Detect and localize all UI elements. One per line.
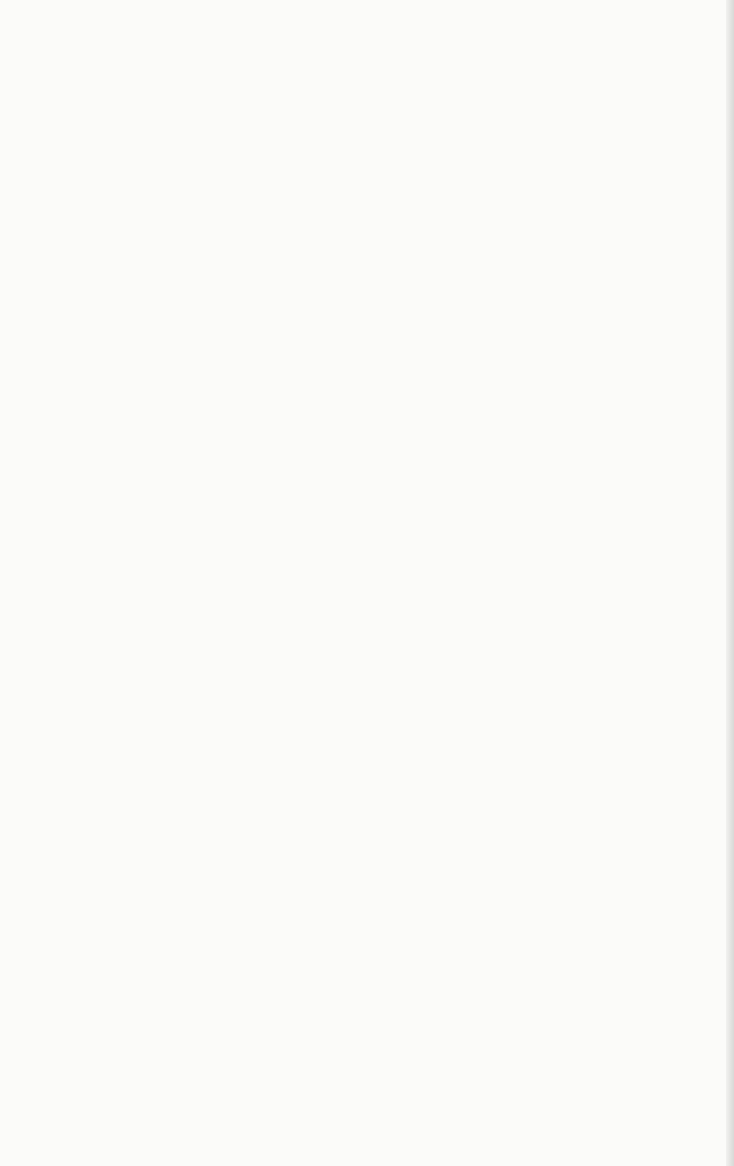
text-line: [82, 1027, 377, 1049]
text-line: [82, 308, 377, 330]
sources-block-line: [420, 164, 715, 183]
text-line: [82, 62, 377, 84]
text-line: [82, 602, 377, 624]
text-line: [82, 560, 377, 582]
text-line: [82, 964, 377, 986]
text-line: [420, 71, 715, 93]
spacer: [420, 246, 715, 268]
text-line: [82, 943, 377, 965]
text-line: [82, 476, 377, 498]
text-line: [82, 581, 377, 603]
sources-block-line: [420, 145, 715, 164]
text-line: [82, 371, 377, 393]
text-line: [82, 1006, 377, 1028]
sources-block-line: [420, 126, 715, 145]
author-signature: [82, 233, 377, 255]
text-line: [82, 413, 377, 435]
sources-block-line: [420, 202, 715, 221]
text-line: [82, 665, 377, 687]
text-line: [82, 104, 377, 126]
text-line: [82, 880, 377, 902]
text-line: [82, 539, 377, 561]
text-line: [82, 329, 377, 351]
text-line: [82, 686, 377, 708]
text-line: [82, 83, 377, 105]
text-line: [82, 434, 377, 456]
text-line: [82, 623, 377, 645]
text-line: [82, 833, 377, 855]
sources-block-line: [82, 161, 377, 180]
entry-title: [82, 287, 377, 309]
text-line: [82, 749, 377, 771]
page-edge-shadow: [726, 0, 734, 1166]
text-line: [82, 812, 377, 834]
text-line: [82, 770, 377, 792]
text-line: [82, 41, 377, 63]
text-line: [82, 644, 377, 666]
text-line: [82, 455, 377, 477]
text-line: [82, 728, 377, 750]
text-line: [82, 350, 377, 372]
text-line: [82, 1048, 377, 1070]
text-line: [82, 922, 377, 944]
text-line: [82, 901, 377, 923]
sources-block-line: [420, 183, 715, 202]
text-line: [82, 791, 377, 813]
text-line: [82, 985, 377, 1007]
sources-block-line: [82, 199, 377, 218]
text-line: [420, 92, 715, 114]
sources-block-line: [82, 180, 377, 199]
text-line: [82, 859, 377, 881]
text-line: [82, 518, 377, 540]
text-line: [82, 392, 377, 414]
text-line: [82, 125, 377, 147]
text-line: [82, 497, 377, 519]
text-line: [82, 707, 377, 729]
